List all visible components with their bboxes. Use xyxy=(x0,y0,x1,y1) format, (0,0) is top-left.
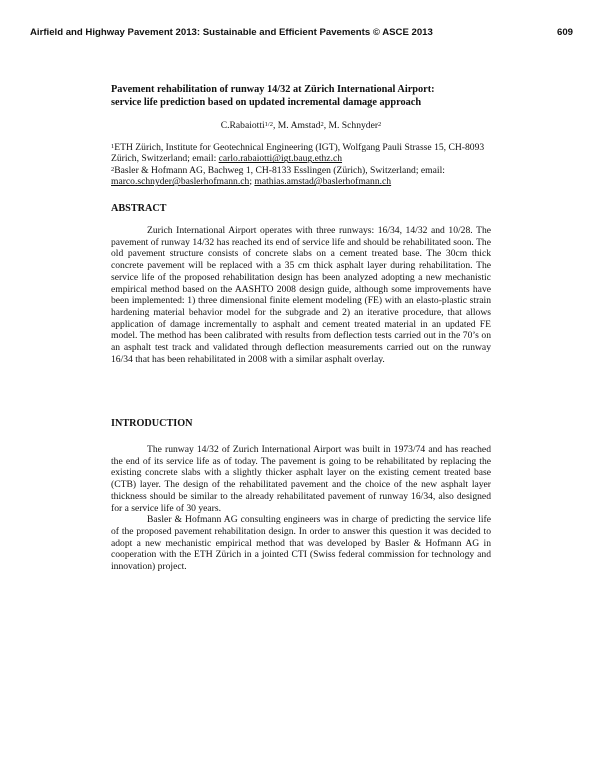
paper-title-line-1: Pavement rehabilitation of runway 14/32 at Zürich International Airport: xyxy=(111,84,435,95)
affiliations xyxy=(111,142,491,188)
email-link-rabaiotti[interactable]: carlo.rabaiotti@igt.baug.ethz.ch xyxy=(218,153,343,165)
author-2-affil: 2 xyxy=(320,121,324,128)
author-2: , M. Amstad xyxy=(272,120,321,131)
author-3-affil: 2 xyxy=(378,121,382,128)
author-list xyxy=(111,120,491,132)
introduction-heading: INTRODUCTION xyxy=(111,418,193,429)
abstract-body xyxy=(111,225,491,365)
introduction-paragraph-1: The runway 14/32 of Zurich International Airport was built in 1973/74 and has reached the end of its service life as of today. The pavement is going to be rehabilitated by replacing the existing concrete slabs with a slightly thicker asphalt layer on the existing cement treated base (CTB) layer. The design of the rehabilitated pavement and the choice of the new asphalt layer thickness should be similar to the already rehabilitated pavement of runway 16/34, also designed for a service life of 30 years. xyxy=(111,444,491,514)
affiliation-1-text: ETH Zürich, Institute for Geotechnical Engineering (IGT), Wolfgang Pauli Strasse 15, CH-8093 Zürich, Switzerland; email: xyxy=(111,142,485,165)
journal-title: Airfield and Highway Pavement 2013: Sustainable and Efficient Pavements © ASCE 2013 xyxy=(30,27,433,38)
author-1-affil: 1/2 xyxy=(264,121,273,128)
author-3: , M. Schnyder xyxy=(323,120,379,131)
affiliation-2-marker: 2 xyxy=(111,165,115,173)
email-link-schnyder[interactable]: marco.schnyder@baslerhofmann.ch xyxy=(111,176,250,188)
paper-title-line-2: service life prediction based on updated incremental damage approach xyxy=(111,96,422,108)
page-number: 609 xyxy=(556,27,573,38)
affiliation-1-marker: 1 xyxy=(111,143,115,150)
running-header xyxy=(30,27,573,43)
affiliation-1 xyxy=(111,142,491,165)
email-separator: ; xyxy=(249,176,255,188)
abstract-paragraph: Zurich International Airport operates with three runways: 16/34, 14/32 and 10/28. The pavement of runway 14/32 has reached its end of service life and should be rehabilitated soon. The old pavement structure consists of concrete slabs on a cement treated base. The 30cm thick concrete pavement will be replaced with a 35 cm thick asphalt layer during rehabilitation. The service life of the proposed rehabilitation design has been analyzed adopting a new mechanistic empirical method based on the AASHTO 2008 design guide, although some improvements have been implemented: 1) three dimensional finite element modeling (FE) with an elasto-plastic strain hardening material behavior model for the subgrade and 2) an iterative procedure, that allows application of damage incrementally to asphalt and cement treated material in an updated FE model. The method has been calibrated with results from deflection tests carried out in the 70’s on an asphalt test track and validated through deflection measurements carried out on the runway 16/34 that has been rehabilitated in 2008 with a similar asphalt overlay. xyxy=(111,225,491,365)
author-1: C.Rabaiotti xyxy=(220,120,265,131)
affiliation-2-text: Basler & Hofmann AG, Bachweg 1, CH-8133 Esslingen (Zürich), Switzerland; email: xyxy=(114,164,445,176)
email-link-amstad[interactable]: mathias.amstad@baslerhofmann.ch xyxy=(254,176,392,188)
introduction-body xyxy=(111,444,491,573)
introduction-paragraph-2: Basler & Hofmann AG consulting engineers was in charge of predicting the service life of the proposed pavement rehabilitation design. In order to answer this question it was decided to adopt a new mechanistic empirical method that was developed by Basler & Hofmann AG in cooperation with the ETH Zürich in a jointed CTI (Swiss federal commission for technology and innovation) project. xyxy=(111,514,491,573)
abstract-heading: ABSTRACT xyxy=(111,203,167,214)
paper-title xyxy=(111,84,491,109)
affiliation-2 xyxy=(111,165,491,188)
